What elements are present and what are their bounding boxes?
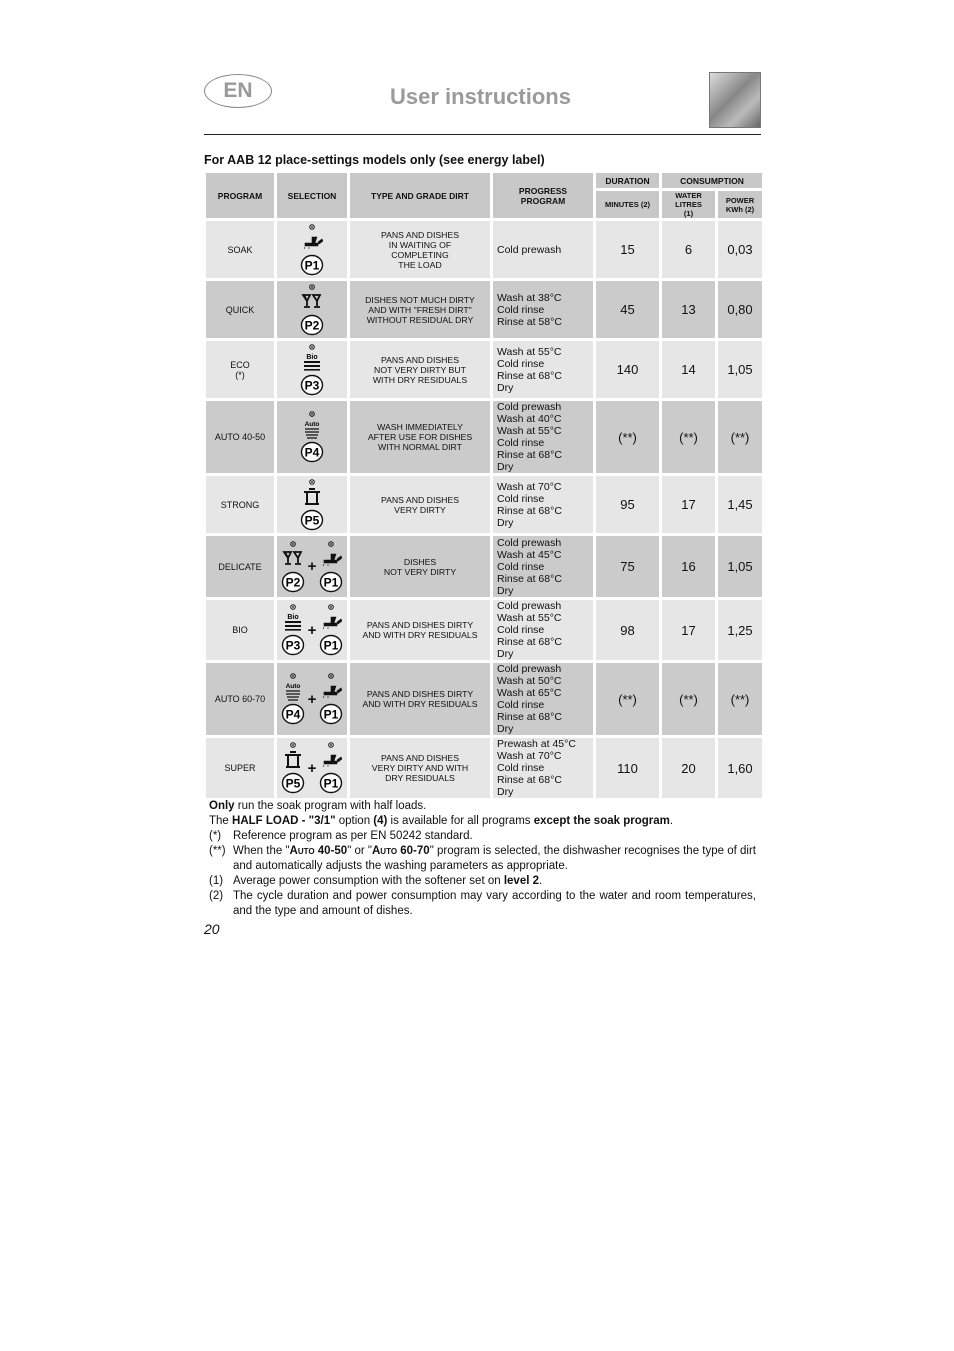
program-button-icon (281, 634, 305, 656)
header-water: WATER LITRES (1) (662, 191, 715, 218)
selection-icons (277, 604, 347, 656)
note-duration: (2) The cycle duration and power consumption may vary according to the water and room temperatures, and the type and amount of dishes. (209, 890, 756, 917)
eco-icon (282, 610, 304, 634)
program-button-icon (319, 571, 343, 593)
program-name-cell: SOAK (206, 221, 274, 278)
header-dirt: TYPE AND GRADE DIRT (350, 173, 490, 218)
program-button-icon (300, 374, 324, 396)
selection-icons (277, 479, 347, 531)
power-kwh-cell: 1,05 (718, 536, 762, 597)
pot-selection-icon (281, 742, 305, 794)
selection-icons (277, 411, 347, 463)
program-button-label: P2 (285, 575, 300, 589)
selection-cell (277, 738, 347, 798)
plus-sign: + (307, 690, 317, 708)
program-button-label: P4 (285, 707, 300, 722)
progress-program-cell: Prewash at 45°C Wash at 70°C Cold rinse Rinse at 68°C Dry (493, 738, 593, 798)
plus-sign: + (307, 759, 317, 777)
bio-icon-label: Bio (306, 353, 318, 361)
dirt-type-cell: PANS AND DISHES IN WAITING OF COMPLETING THE LOAD (350, 221, 490, 278)
note-half-loads: Only run the soak program with half loads. (209, 800, 427, 812)
duration-minutes-cell: (**) (596, 663, 659, 735)
table-row (206, 600, 762, 660)
dirt-type-cell: DISHES NOT VERY DIRTY (350, 536, 490, 597)
power-kwh-cell: (**) (718, 663, 762, 735)
water-litres-cell: 6 (662, 221, 715, 278)
power-kwh-cell: 1,25 (718, 600, 762, 660)
selection-cell (277, 281, 347, 338)
power-kwh-cell: 0,80 (718, 281, 762, 338)
soak-selection-icon (319, 604, 343, 656)
selection-icons (277, 344, 347, 396)
table-row (206, 401, 762, 473)
water-litres-cell: 16 (662, 536, 715, 597)
document-title: User instructions (390, 84, 571, 109)
duration-minutes-cell: 75 (596, 536, 659, 597)
table-row (206, 281, 762, 338)
eco-selection-icon (300, 344, 324, 396)
table-subtitle: For AAB 12 place-settings models only (see energy label) (204, 153, 545, 167)
water-litres-cell: 13 (662, 281, 715, 338)
duration-minutes-cell: 110 (596, 738, 659, 798)
program-button-label: P3 (304, 378, 320, 392)
power-kwh-cell: 0,03 (718, 221, 762, 278)
program-button-label: P5 (285, 776, 300, 791)
note-power: (1) Average power consumption with the softener set on level 2. (209, 875, 543, 887)
dirt-type-cell: DISHES NOT MUCH DIRTY AND WITH "FRESH DIRT" WITHOUT RESIDUAL DRY (350, 281, 490, 338)
table-row (206, 476, 762, 533)
auto-selection-icon (300, 411, 324, 463)
note-reference: (*) Reference program as per EN 50242 standard. (209, 830, 473, 842)
program-button-label: P1 (324, 638, 339, 653)
header-program: PROGRAM (206, 173, 274, 218)
soak-icon (320, 748, 342, 772)
progress-program-cell: Wash at 55°C Cold rinse Rinse at 68°C Dry (493, 341, 593, 398)
duration-minutes-cell: 95 (596, 476, 659, 533)
dirt-type-cell: PANS AND DISHES NOT VERY DIRTY BUT WITH DRY RESIDUALS (350, 341, 490, 398)
program-button-icon (319, 772, 343, 794)
bio-icon-label: Bio (286, 614, 299, 621)
soak-icon (301, 230, 323, 254)
power-kwh-cell: 1,05 (718, 341, 762, 398)
note-auto: (**) When the "Auto 40-50" or "Auto 60-70" program is selected, the dishwasher recognises the type of dirt and automatically adjusts the washing parameters as appropriate. (209, 845, 757, 872)
glasses-icon (301, 290, 323, 314)
program-button-icon (281, 571, 305, 593)
water-litres-cell: 17 (662, 476, 715, 533)
pot-icon (282, 748, 304, 772)
selection-cell (277, 221, 347, 278)
progress-program-cell: Wash at 38°C Cold rinse Rinse at 58°C (493, 281, 593, 338)
soak-selection-icon (319, 541, 343, 593)
page-header (204, 68, 761, 134)
program-name-cell: SUPER (206, 738, 274, 798)
program-button-label: P4 (304, 445, 320, 460)
plus-sign: + (307, 558, 317, 575)
soak-icon (320, 679, 342, 703)
glasses-selection-icon (281, 541, 305, 593)
soak-icon (320, 547, 342, 571)
duration-minutes-cell: 140 (596, 341, 659, 398)
table-row (206, 663, 762, 735)
selection-cell (277, 600, 347, 660)
soak-icon (320, 610, 342, 634)
language-badge: EN (204, 74, 272, 108)
program-button-label: P1 (324, 707, 339, 722)
program-name-cell: AUTO 60-70 (206, 663, 274, 735)
duration-minutes-cell: 98 (596, 600, 659, 660)
program-name-cell: QUICK (206, 281, 274, 338)
power-kwh-cell: 1,60 (718, 738, 762, 798)
pot-selection-icon (300, 479, 324, 531)
header-selection: SELECTION (277, 173, 347, 218)
table-row (206, 536, 762, 597)
dirt-type-cell: WASH IMMEDIATELY AFTER USE FOR DISHES WITH NORMAL DIRT (350, 401, 490, 473)
program-button-label: P5 (304, 513, 320, 527)
power-kwh-cell: (**) (718, 401, 762, 473)
header-minutes: MINUTES (2) (596, 191, 659, 218)
water-litres-cell: 14 (662, 341, 715, 398)
soak-selection-icon (300, 224, 324, 276)
progress-program-cell: Cold prewash Wash at 45°C Cold rinse Rinse at 68°C Dry (493, 536, 593, 597)
notes (209, 799, 756, 919)
progress-program-cell: Cold prewash (493, 221, 593, 278)
selection-cell (277, 341, 347, 398)
program-name-cell: ECO (*) (206, 341, 274, 398)
program-button-icon (300, 509, 324, 531)
dirt-type-cell: PANS AND DISHES VERY DIRTY (350, 476, 490, 533)
auto-icon-label: Auto (285, 683, 301, 690)
selection-icons (277, 541, 347, 593)
header-duration: DURATION (596, 173, 659, 188)
program-button-label: P1 (304, 258, 320, 272)
duration-minutes-cell: 15 (596, 221, 659, 278)
program-button-icon (300, 441, 324, 463)
program-button-icon (300, 314, 324, 336)
selection-icons (277, 224, 347, 276)
water-litres-cell: (**) (662, 663, 715, 735)
selection-icons (277, 673, 347, 725)
program-name-cell: STRONG (206, 476, 274, 533)
program-name-cell: DELICATE (206, 536, 274, 597)
program-button-label: P2 (304, 318, 320, 332)
table-row (206, 738, 762, 798)
header-divider (204, 134, 761, 135)
header-power: POWER KWh (2) (718, 191, 762, 218)
water-litres-cell: 17 (662, 600, 715, 660)
dishwasher-thumbnail-image (709, 72, 761, 128)
auto-icon (282, 679, 304, 703)
selection-cell (277, 476, 347, 533)
program-table-body (206, 221, 762, 798)
program-button-label: P3 (285, 638, 300, 653)
eco-icon (301, 350, 323, 374)
program-button-icon (319, 634, 343, 656)
selection-icons (277, 284, 347, 336)
dirt-type-cell: PANS AND DISHES VERY DIRTY AND WITH DRY RESIDUALS (350, 738, 490, 798)
soak-selection-icon (319, 742, 343, 794)
auto-selection-icon (281, 673, 305, 725)
selection-icons (277, 742, 347, 794)
progress-program-cell: Cold prewash Wash at 40°C Wash at 55°C Cold rinse Rinse at 68°C Dry (493, 401, 593, 473)
glasses-selection-icon (300, 284, 324, 336)
selection-cell (277, 536, 347, 597)
page-number: 20 (204, 921, 220, 937)
header-consumption: CONSUMPTION (662, 173, 762, 188)
program-button-icon (281, 703, 305, 725)
auto-icon (301, 417, 323, 441)
glasses-icon (282, 547, 304, 571)
progress-program-cell: Cold prewash Wash at 50°C Wash at 65°C Cold rinse Rinse at 68°C Dry (493, 663, 593, 735)
selection-cell (277, 401, 347, 473)
selection-cell (277, 663, 347, 735)
progress-program-cell: Wash at 70°C Cold rinse Rinse at 68°C Dry (493, 476, 593, 533)
dirt-type-cell: PANS AND DISHES DIRTY AND WITH DRY RESIDUALS (350, 600, 490, 660)
auto-icon-label: Auto (304, 421, 320, 428)
plus-sign: + (307, 621, 317, 639)
water-litres-cell: 20 (662, 738, 715, 798)
table-row (206, 221, 762, 278)
power-kwh-cell: 1,45 (718, 476, 762, 533)
program-button-label: P1 (324, 776, 339, 791)
program-name-cell: AUTO 40-50 (206, 401, 274, 473)
program-name-cell: BIO (206, 600, 274, 660)
soak-selection-icon (319, 673, 343, 725)
program-table (203, 170, 765, 801)
program-button-icon (319, 703, 343, 725)
duration-minutes-cell: (**) (596, 401, 659, 473)
water-litres-cell: (**) (662, 401, 715, 473)
note-half-load-option: The HALF LOAD - "3/1" option (4) is available for all programs except the soak program. (209, 815, 674, 827)
pot-icon (301, 485, 323, 509)
program-button-icon (281, 772, 305, 794)
eco-selection-icon (281, 604, 305, 656)
header-progress: PROGRESS PROGRAM (493, 173, 593, 218)
program-button-icon (300, 254, 324, 276)
table-row (206, 341, 762, 398)
duration-minutes-cell: 45 (596, 281, 659, 338)
dirt-type-cell: PANS AND DISHES DIRTY AND WITH DRY RESIDUALS (350, 663, 490, 735)
program-button-label: P1 (324, 575, 339, 589)
progress-program-cell: Cold prewash Wash at 55°C Cold rinse Rinse at 68°C Dry (493, 600, 593, 660)
